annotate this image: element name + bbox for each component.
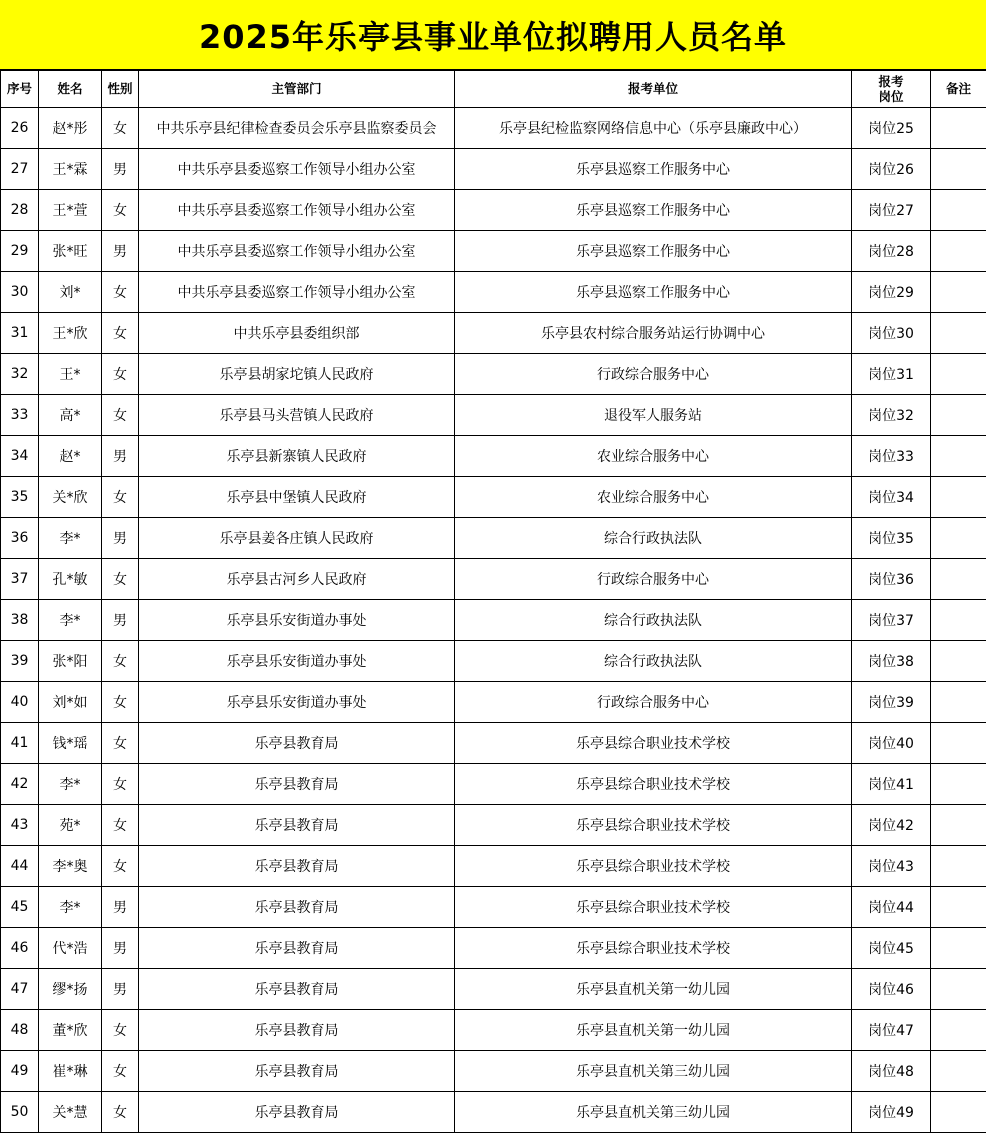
cell-name: 李* [39,764,102,805]
table-row [1,108,986,149]
cell-name: 王*欣 [39,313,102,354]
cell-unit: 乐亭县直机关第一幼儿园 [455,969,852,1010]
cell-no: 45 [1,887,39,928]
cell-unit: 乐亭县综合职业技术学校 [455,723,852,764]
cell-position: 岗位33 [852,436,931,477]
cell-position: 岗位45 [852,928,931,969]
cell-unit: 乐亭县巡察工作服务中心 [455,231,852,272]
cell-dept: 乐亭县教育局 [139,764,455,805]
cell-remark [931,108,986,149]
cell-no: 43 [1,805,39,846]
cell-gender: 男 [102,518,139,559]
cell-gender: 女 [102,395,139,436]
cell-unit: 乐亭县巡察工作服务中心 [455,149,852,190]
cell-remark [931,149,986,190]
header-name: 姓名 [39,71,102,108]
cell-no: 49 [1,1051,39,1092]
cell-position: 岗位48 [852,1051,931,1092]
cell-gender: 女 [102,1051,139,1092]
cell-dept: 乐亭县乐安街道办事处 [139,641,455,682]
cell-remark [931,477,986,518]
cell-gender: 女 [102,1092,139,1133]
cell-position: 岗位36 [852,559,931,600]
cell-dept: 乐亭县中堡镇人民政府 [139,477,455,518]
cell-unit: 乐亭县综合职业技术学校 [455,764,852,805]
cell-remark [931,887,986,928]
roster-table [0,70,986,1133]
cell-remark [931,518,986,559]
cell-name: 刘* [39,272,102,313]
cell-no: 33 [1,395,39,436]
cell-dept: 乐亭县姜各庄镇人民政府 [139,518,455,559]
cell-gender: 女 [102,723,139,764]
cell-position: 岗位32 [852,395,931,436]
cell-name: 钱*瑶 [39,723,102,764]
cell-name: 张*阳 [39,641,102,682]
cell-remark [931,559,986,600]
cell-no: 47 [1,969,39,1010]
cell-dept: 乐亭县教育局 [139,723,455,764]
cell-no: 34 [1,436,39,477]
cell-no: 32 [1,354,39,395]
cell-unit: 农业综合服务中心 [455,477,852,518]
cell-name: 李* [39,600,102,641]
cell-position: 岗位42 [852,805,931,846]
cell-remark [931,969,986,1010]
table-row [1,1051,986,1092]
cell-name: 李* [39,887,102,928]
cell-dept: 乐亭县教育局 [139,1051,455,1092]
table-row [1,190,986,231]
cell-no: 31 [1,313,39,354]
cell-dept: 中共乐亭县纪律检查委员会乐亭县监察委员会 [139,108,455,149]
cell-unit: 乐亭县农村综合服务站运行协调中心 [455,313,852,354]
cell-gender: 女 [102,354,139,395]
cell-name: 赵* [39,436,102,477]
cell-no: 26 [1,108,39,149]
table-row [1,1092,986,1133]
cell-dept: 乐亭县教育局 [139,1010,455,1051]
cell-gender: 男 [102,887,139,928]
cell-dept: 乐亭县教育局 [139,846,455,887]
cell-gender: 男 [102,436,139,477]
cell-gender: 女 [102,313,139,354]
cell-unit: 农业综合服务中心 [455,436,852,477]
cell-position: 岗位30 [852,313,931,354]
cell-remark [931,1051,986,1092]
cell-position: 岗位35 [852,518,931,559]
cell-dept: 中共乐亭县委巡察工作领导小组办公室 [139,149,455,190]
cell-gender: 女 [102,477,139,518]
cell-gender: 女 [102,559,139,600]
cell-gender: 女 [102,764,139,805]
cell-position: 岗位46 [852,969,931,1010]
header-dept: 主管部门 [139,71,455,108]
cell-no: 27 [1,149,39,190]
cell-position: 岗位38 [852,641,931,682]
cell-unit: 综合行政执法队 [455,600,852,641]
cell-position: 岗位31 [852,354,931,395]
table-row [1,682,986,723]
cell-remark [931,354,986,395]
cell-name: 高* [39,395,102,436]
header-no: 序号 [1,71,39,108]
cell-unit: 行政综合服务中心 [455,354,852,395]
table-row [1,313,986,354]
cell-name: 代*浩 [39,928,102,969]
cell-position: 岗位37 [852,600,931,641]
cell-no: 30 [1,272,39,313]
cell-dept: 乐亭县古河乡人民政府 [139,559,455,600]
cell-position: 岗位40 [852,723,931,764]
cell-name: 孔*敏 [39,559,102,600]
cell-dept: 乐亭县乐安街道办事处 [139,600,455,641]
table-row [1,723,986,764]
cell-remark [931,805,986,846]
table-row [1,149,986,190]
cell-unit: 乐亭县巡察工作服务中心 [455,190,852,231]
cell-gender: 男 [102,928,139,969]
table-row [1,231,986,272]
cell-position: 岗位29 [852,272,931,313]
table-row [1,1010,986,1051]
cell-gender: 男 [102,969,139,1010]
cell-dept: 中共乐亭县委巡察工作领导小组办公室 [139,190,455,231]
cell-no: 36 [1,518,39,559]
header-position [852,71,931,108]
cell-no: 50 [1,1092,39,1133]
cell-remark [931,723,986,764]
cell-dept: 乐亭县教育局 [139,969,455,1010]
cell-position: 岗位39 [852,682,931,723]
cell-no: 35 [1,477,39,518]
header-position-label: 报考岗位 [876,74,906,104]
cell-remark [931,682,986,723]
cell-position: 岗位43 [852,846,931,887]
table-row [1,354,986,395]
cell-position: 岗位26 [852,149,931,190]
cell-unit: 乐亭县纪检监察网络信息中心（乐亭县廉政中心） [455,108,852,149]
cell-name: 关*慧 [39,1092,102,1133]
cell-unit: 乐亭县直机关第三幼儿园 [455,1092,852,1133]
cell-dept: 乐亭县教育局 [139,805,455,846]
cell-name: 缪*扬 [39,969,102,1010]
cell-remark [931,436,986,477]
cell-name: 刘*如 [39,682,102,723]
table-row [1,805,986,846]
cell-dept: 中共乐亭县委巡察工作领导小组办公室 [139,272,455,313]
cell-position: 岗位34 [852,477,931,518]
cell-remark [931,641,986,682]
table-row [1,436,986,477]
cell-name: 关*欣 [39,477,102,518]
cell-unit: 行政综合服务中心 [455,682,852,723]
cell-no: 40 [1,682,39,723]
table-row [1,969,986,1010]
header-row [1,71,986,108]
cell-name: 赵*彤 [39,108,102,149]
cell-remark [931,1010,986,1051]
cell-no: 44 [1,846,39,887]
cell-remark [931,231,986,272]
cell-unit: 退役军人服务站 [455,395,852,436]
table-row [1,559,986,600]
cell-no: 29 [1,231,39,272]
cell-remark [931,190,986,231]
table-row [1,272,986,313]
header-gender: 性别 [102,71,139,108]
header-remark: 备注 [931,71,986,108]
cell-name: 王*霖 [39,149,102,190]
cell-position: 岗位25 [852,108,931,149]
cell-position: 岗位47 [852,1010,931,1051]
cell-unit: 乐亭县综合职业技术学校 [455,887,852,928]
cell-name: 崔*琳 [39,1051,102,1092]
cell-dept: 中共乐亭县委巡察工作领导小组办公室 [139,231,455,272]
cell-remark [931,846,986,887]
cell-no: 46 [1,928,39,969]
cell-unit: 乐亭县直机关第一幼儿园 [455,1010,852,1051]
cell-no: 28 [1,190,39,231]
cell-dept: 乐亭县胡家坨镇人民政府 [139,354,455,395]
cell-no: 42 [1,764,39,805]
cell-gender: 女 [102,805,139,846]
cell-no: 38 [1,600,39,641]
cell-gender: 女 [102,641,139,682]
table-row [1,928,986,969]
table-row [1,600,986,641]
cell-position: 岗位41 [852,764,931,805]
cell-gender: 女 [102,272,139,313]
cell-gender: 女 [102,108,139,149]
cell-no: 41 [1,723,39,764]
table-row [1,477,986,518]
cell-remark [931,928,986,969]
cell-name: 王*萱 [39,190,102,231]
page-title: 2025年乐亭县事业单位拟聘用人员名单 [199,12,787,58]
cell-gender: 男 [102,149,139,190]
cell-gender: 女 [102,190,139,231]
cell-remark [931,313,986,354]
cell-remark [931,1092,986,1133]
table-row [1,887,986,928]
cell-name: 董*欣 [39,1010,102,1051]
cell-name: 李*奥 [39,846,102,887]
cell-unit: 行政综合服务中心 [455,559,852,600]
table-body [1,108,986,1133]
cell-dept: 乐亭县马头营镇人民政府 [139,395,455,436]
cell-unit: 乐亭县巡察工作服务中心 [455,272,852,313]
cell-position: 岗位49 [852,1092,931,1133]
title-banner [0,0,986,70]
cell-name: 苑* [39,805,102,846]
cell-remark [931,395,986,436]
cell-unit: 乐亭县综合职业技术学校 [455,846,852,887]
cell-remark [931,272,986,313]
cell-gender: 男 [102,600,139,641]
cell-name: 王* [39,354,102,395]
table-row [1,641,986,682]
cell-dept: 乐亭县教育局 [139,1092,455,1133]
cell-position: 岗位27 [852,190,931,231]
cell-gender: 男 [102,231,139,272]
cell-no: 39 [1,641,39,682]
cell-unit: 综合行政执法队 [455,518,852,559]
table-row [1,518,986,559]
cell-dept: 中共乐亭县委组织部 [139,313,455,354]
cell-name: 张*旺 [39,231,102,272]
cell-gender: 女 [102,1010,139,1051]
cell-remark [931,600,986,641]
header-unit: 报考单位 [455,71,852,108]
cell-unit: 乐亭县直机关第三幼儿园 [455,1051,852,1092]
cell-remark [931,764,986,805]
cell-unit: 乐亭县综合职业技术学校 [455,928,852,969]
table-row [1,846,986,887]
cell-name: 李* [39,518,102,559]
cell-dept: 乐亭县教育局 [139,928,455,969]
cell-dept: 乐亭县教育局 [139,887,455,928]
cell-no: 37 [1,559,39,600]
cell-gender: 女 [102,846,139,887]
table-row [1,395,986,436]
cell-dept: 乐亭县乐安街道办事处 [139,682,455,723]
cell-no: 48 [1,1010,39,1051]
cell-unit: 综合行政执法队 [455,641,852,682]
cell-position: 岗位44 [852,887,931,928]
table-row [1,764,986,805]
cell-position: 岗位28 [852,231,931,272]
cell-dept: 乐亭县新寨镇人民政府 [139,436,455,477]
cell-unit: 乐亭县综合职业技术学校 [455,805,852,846]
cell-gender: 女 [102,682,139,723]
